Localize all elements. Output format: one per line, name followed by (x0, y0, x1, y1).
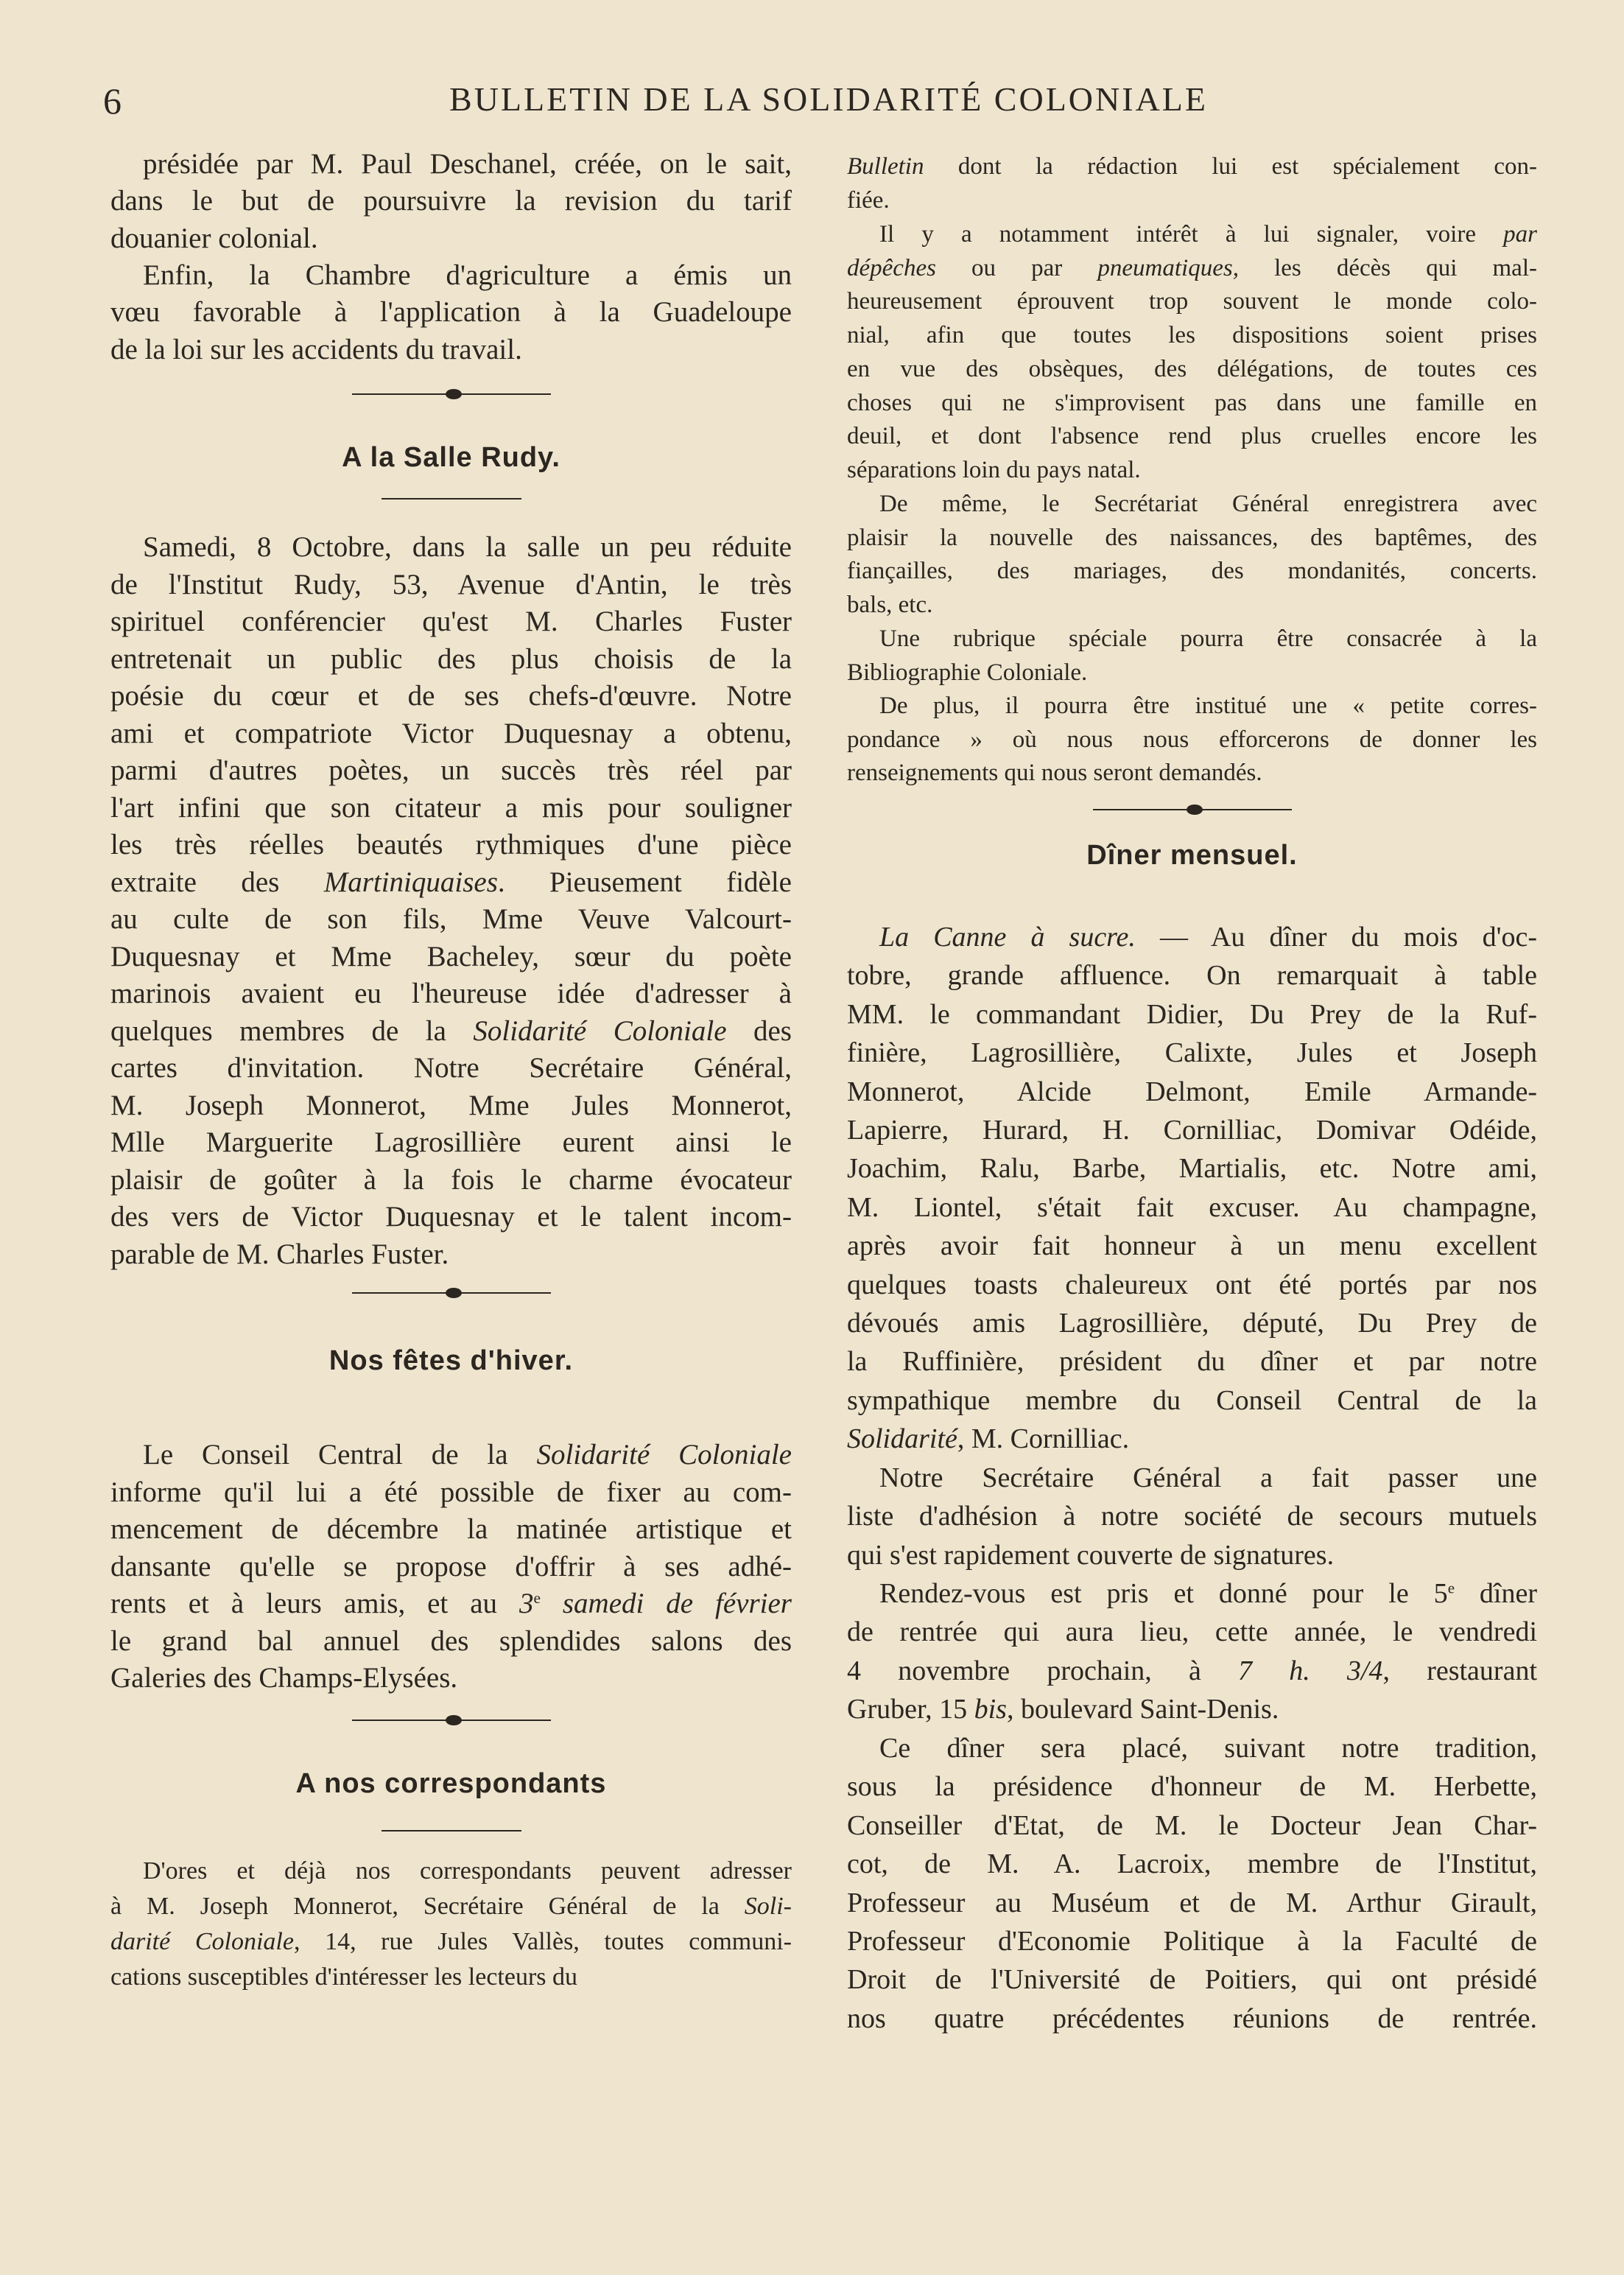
text-segment: Soli- (744, 1893, 792, 1920)
text-segment: . Pieusement fidèle (497, 866, 792, 898)
text-line: choses qui ne s'improvisent pas dans une famille en (847, 389, 1537, 416)
diamond-ornament-icon (1187, 805, 1203, 815)
text-line: Professeur au Muséum et de M. Arthur Girault, (847, 1887, 1537, 1918)
text-line: ami et compatriote Victor Duquesnay a obtenu, (110, 717, 792, 749)
text-segment: par (1503, 221, 1537, 248)
paragraph (110, 1854, 792, 1995)
text-line: dans le but de poursuivre la revision du tarif (110, 185, 792, 217)
text-line: fiançailles, des mariages, des mondanités, concerts. (847, 558, 1537, 585)
text-line (847, 218, 1537, 252)
text-line (110, 1013, 792, 1051)
text-line (847, 1690, 1537, 1728)
text-segment: Martiniquaises (323, 866, 498, 898)
text-line: MM. le commandant Didier, Du Prey de la Ruf- (847, 998, 1537, 1030)
text-line: spirituel conférencier qu'est M. Charles Fuster (110, 606, 792, 637)
text-line (110, 1585, 792, 1623)
text-line: présidée par M. Paul Deschanel, créée, on le sait, (143, 148, 792, 180)
text-line (847, 1420, 1537, 1458)
paragraph (847, 1729, 1537, 2038)
text-line: Professeur d'Economie Politique à la Faculté de (847, 1926, 1537, 1957)
text-segment: extraite des (110, 866, 324, 898)
text-segment: , boulevard Saint-Denis. (1006, 1694, 1279, 1725)
paragraph (847, 218, 1537, 488)
text-segment: Solidarité Coloniale (536, 1439, 792, 1470)
text-segment: Il y a notamment intérêt à lui signaler, voire (879, 221, 1504, 248)
paragraph (847, 690, 1537, 791)
text-line: Conseiller d'Etat, de M. le Docteur Jean Char- (847, 1809, 1537, 1841)
text-line: nos quatre précédentes réunions de rentrée. (847, 2002, 1537, 2034)
text-line: bals, etc. (847, 592, 933, 619)
text-line: parmi d'autres poètes, un succès très réel par (110, 754, 792, 786)
rule-line (382, 1830, 521, 1831)
text-segment: à M. Joseph Monnerot, Secrétaire Général de la (110, 1893, 745, 1920)
text-line: de rentrée qui aura lieu, cette année, le vendredi (847, 1616, 1537, 1648)
paragraph (847, 150, 1537, 217)
text-line (847, 1652, 1537, 1690)
paragraph (110, 257, 792, 368)
paragraph (847, 1459, 1537, 1574)
text-segment: samedi de février (540, 1588, 792, 1619)
text-line: Monnerot, Alcide Delmont, Emile Armande- (847, 1076, 1537, 1107)
ornament-divider (110, 390, 792, 398)
text-line: cot, de M. A. Lacroix, membre de l'Institut, (847, 1848, 1537, 1880)
text-segment: , restaurant (1382, 1655, 1538, 1686)
text-line: De plus, il pourra être institué une « petite corres- (879, 693, 1537, 719)
text-line: D'ores et déjà nos correspondants peuvent adresser (143, 1857, 792, 1885)
text-segment: Solidarité Coloniale (473, 1014, 727, 1047)
paragraph (110, 529, 792, 1273)
ornament-divider (110, 1717, 792, 1724)
text-line (847, 150, 1537, 184)
text-line: douanier colonial. (110, 222, 318, 254)
text-line: cartes d'invitation. Notre Secrétaire Général, (110, 1052, 792, 1084)
text-line: des vers de Victor Duquesnay et le talent incom- (110, 1201, 792, 1233)
text-line: après avoir fait honneur à un menu excellent (847, 1230, 1537, 1262)
section-heading: A la Salle Rudy. (342, 442, 560, 473)
text-line: entretenait un public des plus choisis de la (110, 642, 792, 675)
section-heading: Dîner mensuel. (1086, 840, 1298, 871)
text-segment: bis (974, 1694, 1007, 1725)
text-line: fiée. (847, 186, 890, 214)
text-line: M. Joseph Monnerot, Mme Jules Monnerot, (110, 1089, 792, 1121)
text-line (110, 864, 792, 902)
text-line: marinois avaient eu l'heureuse idée d'adresser à (110, 978, 792, 1009)
paragraph (110, 146, 792, 257)
text-line: pondance » où nous nous efforcerons de donner les (847, 726, 1537, 753)
text-line: sous la présidence d'honneur de M. Herbette, (847, 1771, 1537, 1803)
text-segment: Le Conseil Central de la (143, 1439, 537, 1470)
text-segment: La Canne à sucre. (879, 922, 1136, 953)
text-line: dévoués amis Lagrosillière, député, Du Prey de (847, 1308, 1537, 1339)
text-segment: ou par (935, 254, 1098, 281)
text-line: plaisir de goûter à la fois le charme évocateur (110, 1163, 792, 1196)
text-line: informe qu'il lui a été possible de fixer au com- (110, 1476, 792, 1508)
paragraph (847, 488, 1537, 623)
text-segment: dîner (1454, 1578, 1538, 1609)
section-heading: Nos fêtes d'hiver. (328, 1345, 574, 1376)
text-segment: e (533, 1589, 541, 1608)
text-line: Ce dîner sera placé, suivant notre tradition, (879, 1733, 1537, 1764)
text-line: nial, afin que toutes les dispositions soient prises (847, 322, 1537, 349)
text-line: sympathique membre du Conseil Central de la (847, 1384, 1537, 1416)
text-segment: — Au dîner du mois d'oc- (1135, 922, 1537, 953)
text-segment: rents et à leurs amis, et au (110, 1588, 519, 1619)
section-heading: A nos correspondants (295, 1768, 607, 1799)
text-line (110, 1437, 792, 1474)
paragraph (847, 918, 1537, 1459)
text-line: dansante qu'elle se propose d'offrir à ses adhé- (110, 1550, 792, 1582)
text-line: M. Liontel, s'était fait excuser. Au champagne, (847, 1191, 1537, 1223)
text-segment: 7 h. 3/4 (1238, 1655, 1383, 1686)
text-line: Droit de l'Université de Poitiers, qui ont présidé (847, 1964, 1537, 1996)
text-line: quelques toasts chaleureux ont été portés par nos (847, 1269, 1537, 1300)
text-line: tobre, grande affluence. On remarquait à table (847, 960, 1537, 992)
text-line: poésie du cœur et de ses chefs-d'œuvre. Notre (110, 680, 792, 712)
text-line: parable de M. Charles Fuster. (110, 1238, 449, 1270)
text-line: qui s'est rapidement couverte de signatures. (847, 1539, 1335, 1571)
diamond-ornament-icon (446, 389, 462, 399)
text-line (847, 1574, 1537, 1613)
text-segment: dépêches (847, 254, 936, 281)
text-segment: e (1447, 1579, 1455, 1597)
text-line (110, 1924, 792, 1960)
text-line: séparations loin du pays natal. (847, 456, 1141, 483)
paragraph (847, 1574, 1537, 1729)
text-line: deuil, et dont l'absence rend plus cruelles encore les (847, 423, 1537, 450)
text-line: Bibliographie Coloniale. (847, 659, 1088, 686)
text-line: Mlle Marguerite Lagrosillière eurent ainsi le (110, 1126, 792, 1158)
page-number: 6 (103, 80, 122, 122)
text-line (110, 1889, 792, 1924)
text-line: Samedi, 8 Octobre, dans la salle un peu réduite (143, 531, 792, 563)
diamond-ornament-icon (446, 1715, 462, 1725)
text-segment: des (726, 1014, 792, 1047)
text-line: Notre Secrétaire Général a fait passer une (879, 1462, 1537, 1493)
text-line: mencement de décembre la matinée artistique et (110, 1513, 792, 1545)
text-segment: Bulletin (847, 153, 924, 180)
text-line: Duquesnay et Mme Bacheley, sœur du poète (110, 940, 792, 972)
text-segment: , M. Cornilliac. (957, 1423, 1130, 1455)
text-line: Joachim, Ralu, Barbe, Martialis, etc. Notre ami, (847, 1153, 1537, 1185)
text-segment: quelques membres de la (110, 1014, 474, 1047)
text-segment: pneumatiques, (1097, 254, 1239, 281)
text-line: de la loi sur les accidents du travail. (110, 333, 522, 365)
text-line: renseignements qui nous seront demandés. (847, 760, 1262, 787)
text-segment: les décès qui mal- (1238, 254, 1537, 281)
text-segment: , 14, rue Jules Vallès, toutes communi- (293, 1928, 792, 1955)
text-line (847, 252, 1537, 286)
text-line: les très réelles beautés rythmiques d'une pièce (110, 829, 792, 860)
text-line: liste d'adhésion à notre société de secours mutuels (847, 1501, 1537, 1532)
diamond-ornament-icon (446, 1288, 462, 1298)
paragraph (110, 1437, 792, 1697)
text-line: l'art infini que son citateur a mis pour souligner (110, 791, 792, 824)
text-line: vœu favorable à l'application à la Guadeloupe (110, 296, 792, 329)
text-line: Enfin, la Chambre d'agriculture a émis un (143, 259, 792, 291)
text-segment: dont la rédaction lui est spécialement con- (924, 153, 1537, 180)
text-line: Lapierre, Hurard, H. Cornilliac, Domivar Odéide, (847, 1115, 1537, 1146)
text-line: au culte de son fils, Mme Veuve Valcourt- (110, 903, 792, 935)
text-line: plaisir la nouvelle des naissances, des baptêmes, des (847, 524, 1537, 551)
text-line: en vue des obsèques, des délégations, de toutes ces (847, 355, 1537, 382)
text-line: heureusement éprouvent trop souvent le monde colo- (847, 288, 1537, 315)
text-segment: Gruber, 15 (847, 1694, 974, 1725)
text-line: De même, le Secrétariat Général enregistrera avec (879, 491, 1537, 517)
text-line: Une rubrique spéciale pourra être consacrée à la (879, 625, 1537, 652)
text-line (847, 918, 1537, 956)
ornament-divider (110, 1289, 792, 1297)
text-segment: darité Coloniale (110, 1928, 294, 1955)
text-line: la Ruffinière, président du dîner et par notre (847, 1346, 1537, 1378)
text-line: finière, Lagrosillière, Calixte, Jules et Joseph (847, 1037, 1537, 1069)
text-line: Galeries des Champs-Elysées. (110, 1662, 458, 1694)
text-segment: 3 (519, 1588, 534, 1619)
text-segment: Rendez-vous est pris et donné pour le 5 (879, 1578, 1448, 1609)
running-title: BULLETIN DE LA SOLIDARITÉ COLONIALE (449, 80, 1208, 118)
text-segment: 4 novembre prochain, à (847, 1655, 1239, 1686)
text-line: le grand bal annuel des splendides salons des (110, 1624, 792, 1657)
paragraph (847, 623, 1537, 690)
text-line: de l'Institut Rudy, 53, Avenue d'Antin, le très (110, 568, 792, 600)
rule-line (382, 498, 521, 499)
text-segment: Solidarité (847, 1423, 957, 1455)
ornament-divider (847, 806, 1537, 813)
text-line: cations susceptibles d'intéresser les lecteurs du (110, 1963, 577, 1991)
